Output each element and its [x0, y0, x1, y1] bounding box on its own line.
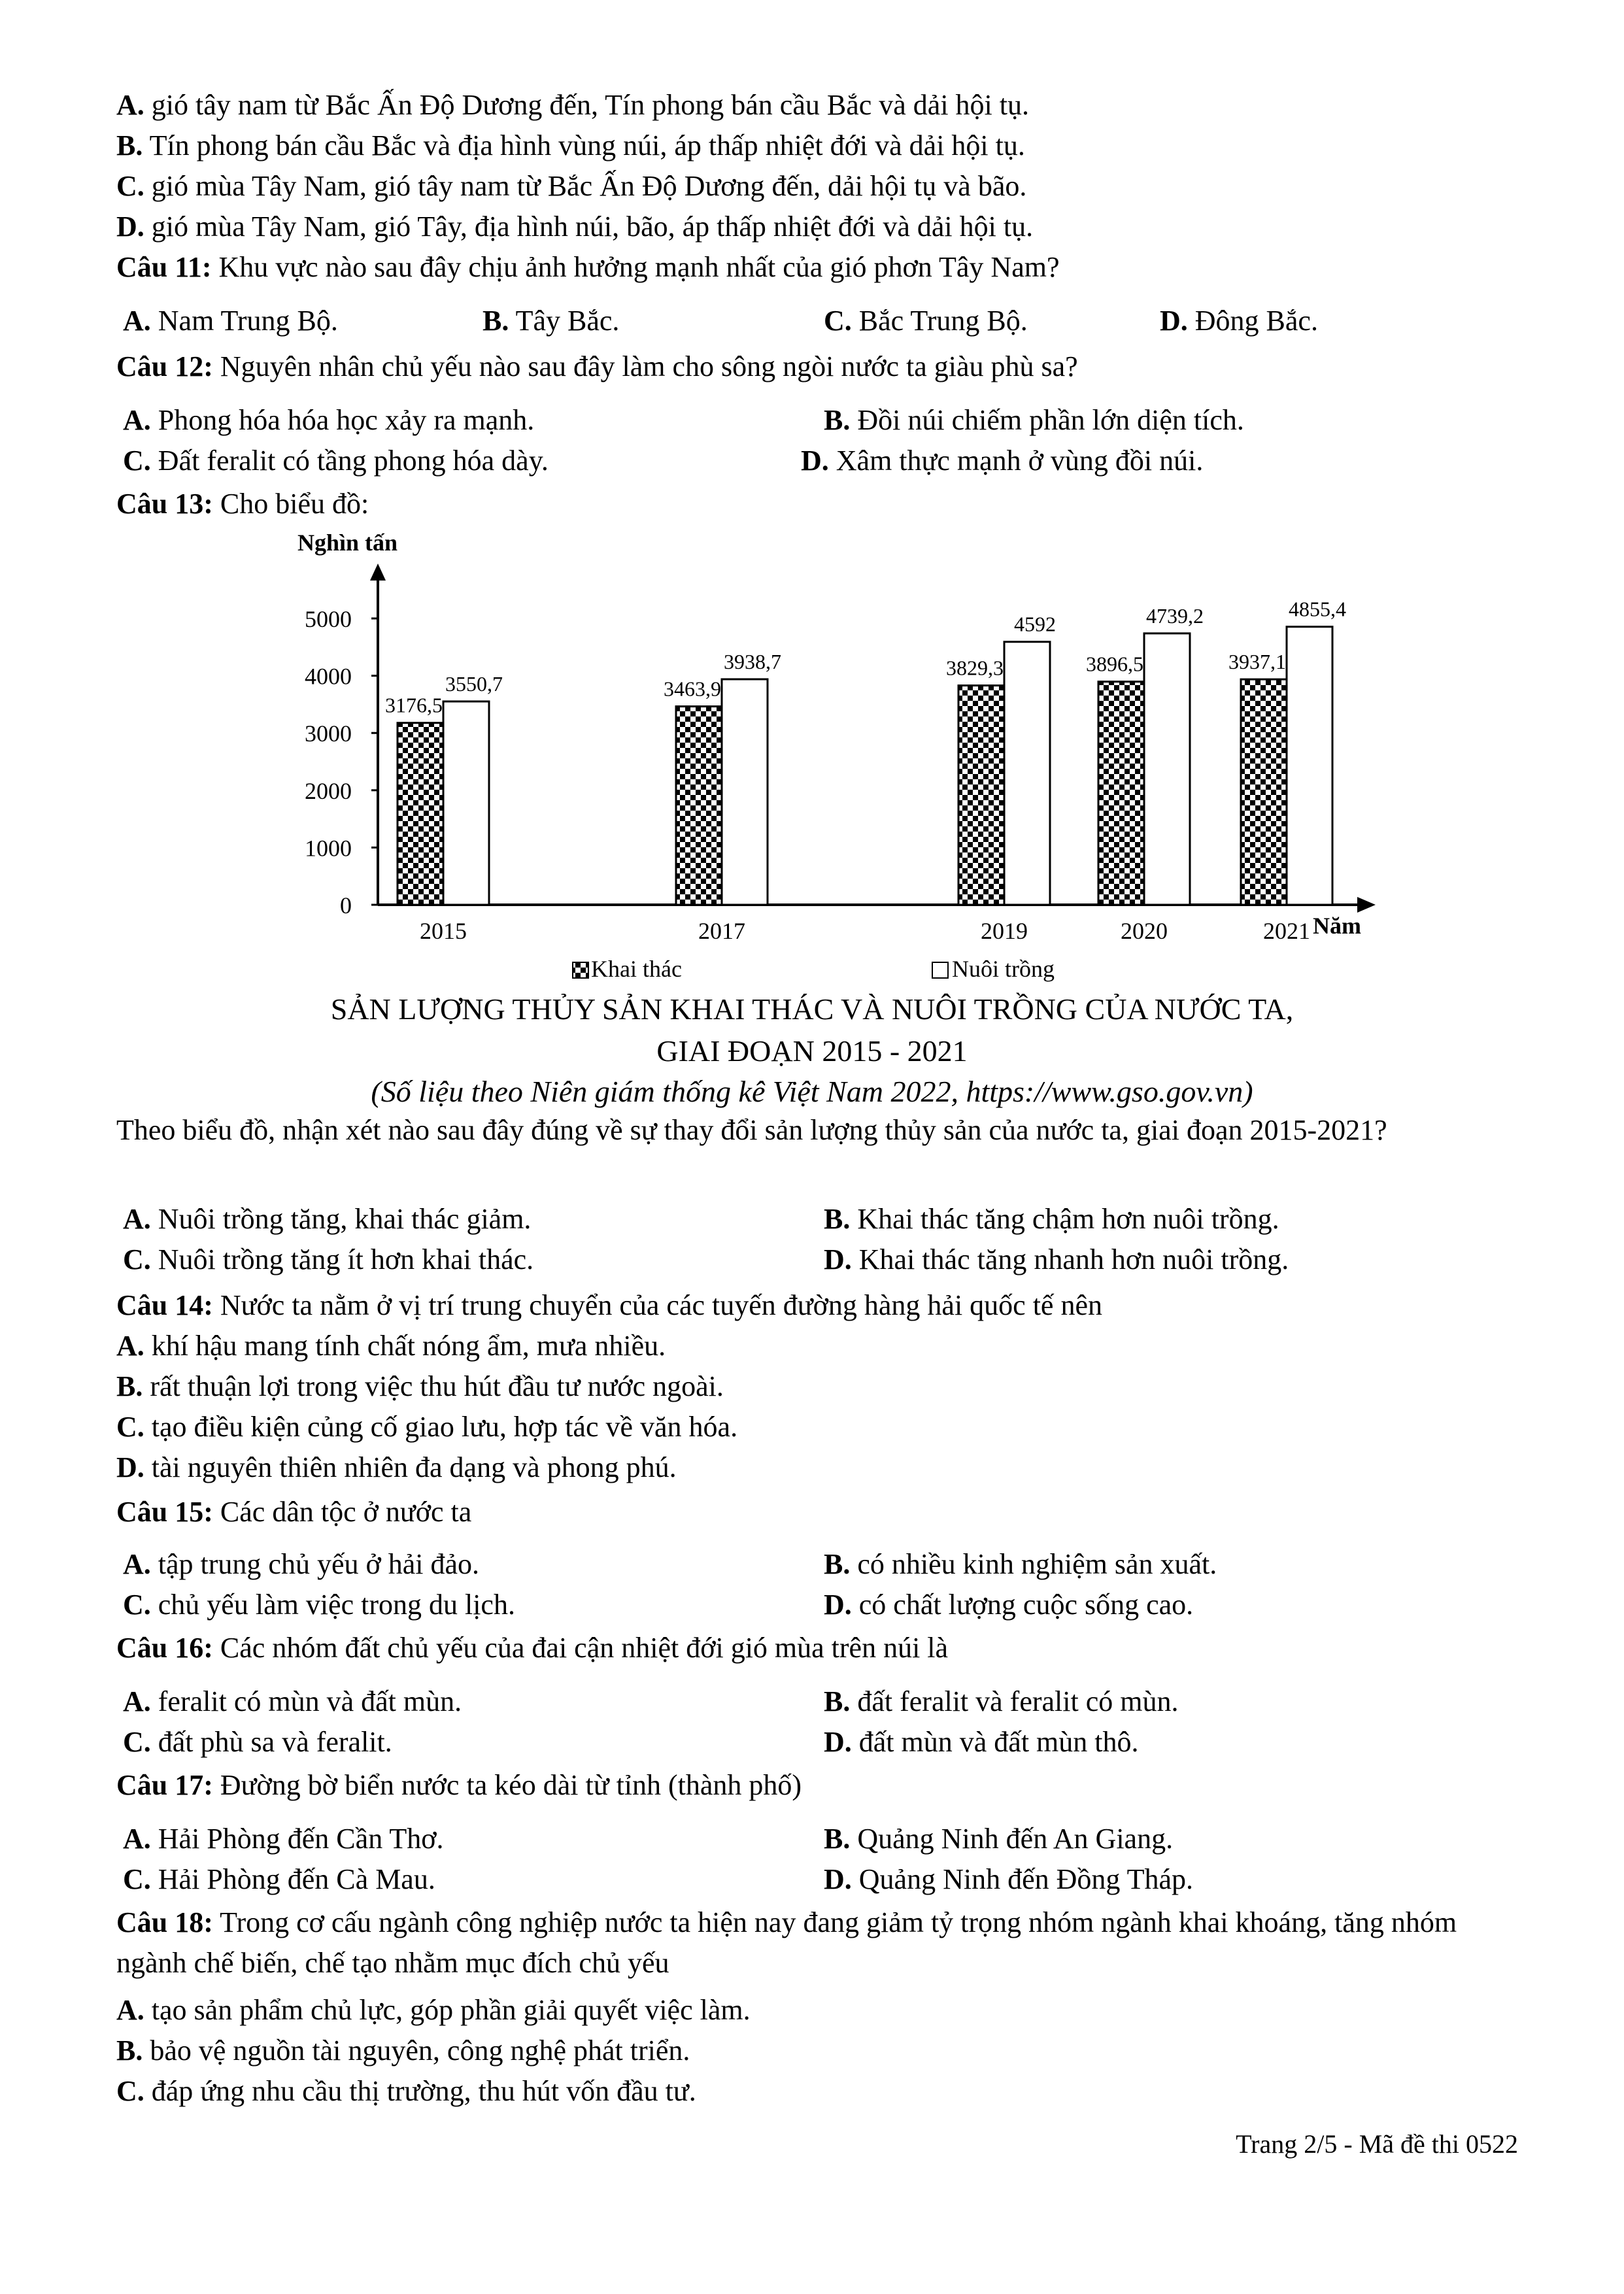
- y-tick-label: 0: [340, 892, 352, 919]
- prev-option-d: D. gió mùa Tây Nam, gió Tây, địa hình núi, bão, áp thấp nhiệt đới và dải hội tụ.: [116, 211, 1034, 243]
- q11-option-a: A. Nam Trung Bộ.: [123, 305, 338, 337]
- q17-option-d: D. Quảng Ninh đến Đồng Tháp.: [824, 1863, 1194, 1895]
- q13-option-d: D. Khai thác tăng nhanh hơn nuôi trồng.: [824, 1243, 1289, 1275]
- data-label-khai-thac: 3176,5: [385, 693, 443, 717]
- q14-option-b: B. rất thuận lợi trong việc thu hút đầu tư nước ngoài.: [116, 1370, 724, 1402]
- page-footer: Trang 2/5 - Mã đề thi 0522: [1236, 2129, 1518, 2159]
- data-label-khai-thac: 3463,9: [664, 677, 721, 701]
- data-label-nuoi-trong: 4592: [1014, 612, 1056, 636]
- chart-title-line-2: GIAI ĐOẠN 2015 - 2021: [656, 1034, 968, 1068]
- q12-option-a: A. Phong hóa hóa học xảy ra mạnh.: [123, 404, 535, 436]
- q15-option-b: B. có nhiều kinh nghiệm sản xuất.: [824, 1548, 1217, 1580]
- q15-option-a: A. tập trung chủ yếu ở hải đảo.: [123, 1548, 480, 1580]
- question-11: Câu 11: Khu vực nào sau đây chịu ảnh hưởng mạnh nhất của gió phơn Tây Nam?: [116, 251, 1060, 283]
- y-tick-label: 3000: [305, 720, 352, 747]
- bar-khai-thac: [958, 686, 1004, 905]
- q16-option-c: C. đất phù sa và feralit.: [123, 1726, 392, 1758]
- question-12: Câu 12: Nguyên nhân chủ yếu nào sau đây làm cho sông ngòi nước ta giàu phù sa?: [116, 350, 1078, 382]
- x-axis-arrow: [1357, 897, 1376, 913]
- x-tick-label: 2019: [981, 918, 1028, 944]
- q18-option-a: A. tạo sản phẩm chủ lực, góp phần giải quyết việc làm.: [116, 1994, 751, 2026]
- data-label-khai-thac: 3896,5: [1086, 652, 1143, 676]
- q14-option-c: C. tạo điều kiện củng cố giao lưu, hợp tác về văn hóa.: [116, 1411, 738, 1443]
- q16-option-a: A. feralit có mùn và đất mùn.: [123, 1685, 462, 1717]
- q15-option-d: D. có chất lượng cuộc sống cao.: [824, 1589, 1194, 1621]
- question-16: Câu 16: Các nhóm đất chủ yếu của đai cận nhiệt đới gió mùa trên núi là: [116, 1632, 949, 1664]
- bar-nuoi-trong: [1004, 642, 1050, 905]
- question-13: Câu 13: Cho biểu đồ:: [116, 488, 369, 520]
- question-14: Câu 14: Nước ta nằm ở vị trí trung chuyển của các tuyến đường hàng hải quốc tế nên: [116, 1289, 1102, 1321]
- x-axis-label: Năm: [1313, 913, 1361, 939]
- y-tick-label: 2000: [305, 777, 352, 804]
- legend-swatch-nuoi-trong: [932, 962, 948, 978]
- bar-nuoi-trong: [722, 679, 768, 905]
- q12-option-c: C. Đất feralit có tầng phong hóa dày.: [123, 445, 549, 477]
- q18-option-b: B. bảo vệ nguồn tài nguyên, công nghệ phát triển.: [116, 2034, 690, 2066]
- legend-swatch-khai-thac: [573, 962, 588, 978]
- q13-option-c: C. Nuôi trồng tăng ít hơn khai thác.: [123, 1243, 534, 1275]
- bar-khai-thac: [398, 723, 443, 905]
- bar-nuoi-trong: [1144, 633, 1190, 905]
- question-18: Câu 18: Trong cơ cấu ngành công nghiệp nước ta hiện nay đang giảm tỷ trọng nhóm ngành khai khoáng, tăng nhóm ngành chế biến, chế tạo nhằm mục đích chủ yếu: [116, 1906, 1457, 1979]
- q16-option-b: B. đất feralit và feralit có mùn.: [824, 1685, 1179, 1717]
- y-tick-label: 4000: [305, 663, 352, 690]
- q11-option-b: B. Tây Bắc.: [482, 305, 620, 337]
- data-label-khai-thac: 3937,1: [1228, 650, 1286, 674]
- y-tick-label: 5000: [305, 606, 352, 632]
- x-tick-label: 2020: [1121, 918, 1168, 944]
- question-13-stem: Theo biểu đồ, nhận xét nào sau đây đúng về sự thay đổi sản lượng thủy sản của nước ta, giai đoạn 2015-2021?: [116, 1114, 1387, 1146]
- data-label-nuoi-trong: 4739,2: [1146, 603, 1204, 628]
- chart-source: (Số liệu theo Niên giám thống kê Việt Nam 2022, https://www.gso.gov.vn): [371, 1075, 1253, 1108]
- q14-option-a: A. khí hậu mang tính chất nóng ẩm, mưa nhiều.: [116, 1330, 666, 1362]
- data-label-nuoi-trong: 4855,4: [1289, 597, 1346, 621]
- question-17: Câu 17: Đường bờ biển nước ta kéo dài từ tỉnh (thành phố): [116, 1769, 802, 1801]
- q13-option-a: A. Nuôi trồng tăng, khai thác giảm.: [123, 1203, 532, 1235]
- q18-option-c: C. đáp ứng nhu cầu thị trường, thu hút vốn đầu tư.: [116, 2075, 696, 2107]
- bar-khai-thac: [1241, 679, 1287, 905]
- prev-option-a: A. gió tây nam từ Bắc Ấn Độ Dương đến, Tín phong bán cầu Bắc và dải hội tụ.: [116, 89, 1029, 121]
- q17-option-a: A. Hải Phòng đến Cần Thơ.: [123, 1823, 444, 1855]
- q12-option-d: D. Xâm thực mạnh ở vùng đồi núi.: [801, 445, 1204, 477]
- q12-option-b: B. Đồi núi chiếm phần lớn diện tích.: [824, 404, 1244, 436]
- bar-khai-thac: [676, 707, 722, 905]
- y-axis-arrow: [370, 564, 386, 581]
- data-label-khai-thac: 3829,3: [946, 656, 1004, 680]
- y-tick-label: 1000: [305, 835, 352, 862]
- bar-nuoi-trong: [443, 701, 489, 905]
- question-15: Câu 15: Các dân tộc ở nước ta: [116, 1496, 472, 1528]
- x-tick-label: 2021: [1263, 918, 1310, 944]
- x-tick-label: 2015: [420, 918, 467, 944]
- bar-nuoi-trong: [1287, 627, 1332, 905]
- y-axis-label: Nghìn tấn: [297, 530, 398, 556]
- prev-option-c: C. gió mùa Tây Nam, gió tây nam từ Bắc Ấn Độ Dương đến, dải hội tụ và bão.: [116, 170, 1027, 202]
- q17-option-c: C. Hải Phòng đến Cà Mau.: [123, 1863, 435, 1895]
- q17-option-b: B. Quảng Ninh đến An Giang.: [824, 1823, 1174, 1855]
- data-label-nuoi-trong: 3550,7: [445, 671, 503, 696]
- chart-title-line-1: SẢN LƯỢNG THỦY SẢN KHAI THÁC VÀ NUÔI TRỒNG CỦA NƯỚC TA,: [330, 992, 1294, 1026]
- q16-option-d: D. đất mùn và đất mùn thô.: [824, 1726, 1139, 1758]
- legend-label-khai-thac: Khai thác: [591, 956, 682, 982]
- q11-option-c: C. Bắc Trung Bộ.: [824, 305, 1028, 337]
- data-label-nuoi-trong: 3938,7: [724, 649, 781, 673]
- q11-option-d: D. Đông Bắc.: [1160, 305, 1318, 337]
- legend-label-nuoi-trong: Nuôi trồng: [952, 956, 1055, 982]
- q15-option-c: C. chủ yếu làm việc trong du lịch.: [123, 1589, 515, 1621]
- x-tick-label: 2017: [698, 918, 745, 944]
- prev-option-b: B. Tín phong bán cầu Bắc và địa hình vùng núi, áp thấp nhiệt đới và dải hội tụ.: [116, 129, 1025, 161]
- q13-option-b: B. Khai thác tăng chậm hơn nuôi trồng.: [824, 1203, 1279, 1235]
- bar-khai-thac: [1098, 682, 1144, 905]
- q14-option-d: D. tài nguyên thiên nhiên đa dạng và phong phú.: [116, 1451, 677, 1483]
